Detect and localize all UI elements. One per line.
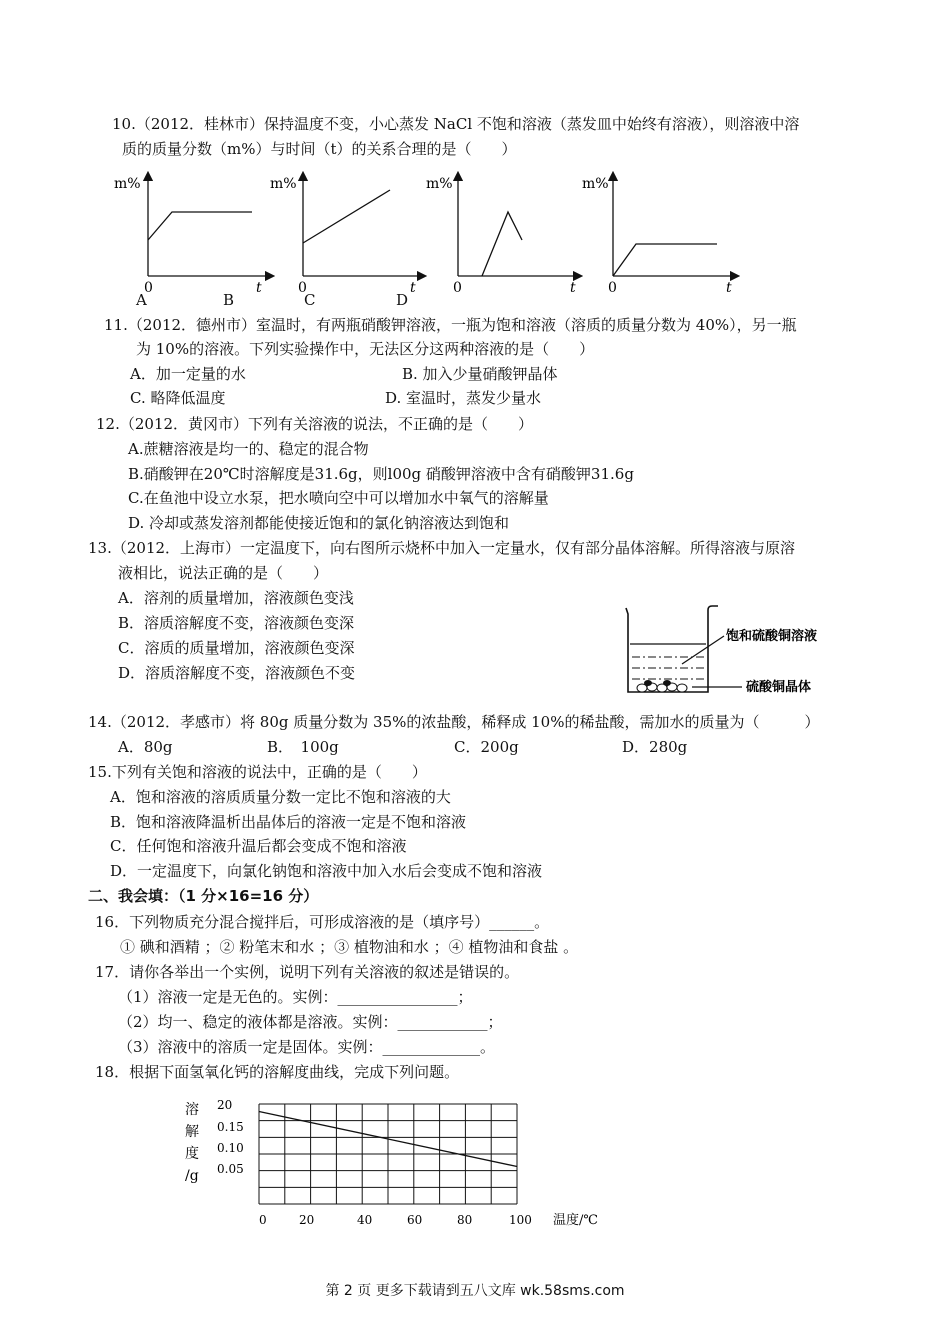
q10-option-d: D — [396, 291, 409, 309]
graph-d-curve — [613, 244, 717, 276]
q13-stem-line2: 液相比，说法正确的是（ ） — [118, 564, 329, 582]
q18-stem: 18．根据下面氢氧化钙的溶解度曲线，完成下列问题。 — [95, 1063, 460, 1081]
q10-stem-line2: 质的质量分数（m%）与时间（t）的关系合理的是（ ） — [122, 140, 517, 158]
x-tick-label: 0 — [259, 1213, 267, 1227]
section2-title: 二、我会填：（1 分×16=16 分） — [88, 887, 319, 905]
q10-option-b: B — [223, 291, 235, 309]
q13-stem-line1: 13.（2012．上海市）一定温度下，向右图所示烧杯中加入一定量水，仅有部分晶体溶解。所得溶液与原溶 — [88, 539, 796, 557]
solution-pointer — [682, 636, 724, 664]
x-tick-label: 40 — [357, 1213, 373, 1227]
q17-sub2: （2）均一、稳定的液体都是溶液。实例：____________； — [118, 1013, 503, 1031]
graph-a-origin: 0 — [144, 280, 153, 296]
q13-option-c: C．溶质的质量增加，溶液颜色变深 — [118, 639, 355, 657]
q15-stem: 15.下列有关饱和溶液的说法中，正确的是（ ） — [88, 763, 427, 781]
q15-option-b: B．饱和溶液降温析出晶体后的溶液一定是不饱和溶液 — [110, 813, 467, 831]
y-axis-label-char: /g — [185, 1168, 199, 1184]
page-footer: 第 2 页 更多下载请到五八文库 wk.58sms.com — [325, 1283, 625, 1299]
x-tick-label: 20 — [299, 1213, 315, 1227]
q14-option-d: D．280g — [622, 738, 688, 756]
q15-option-c: C．任何饱和溶液升温后都会变成不饱和溶液 — [110, 837, 407, 855]
graph-d-xlabel: t — [726, 280, 732, 296]
q14-option-a: A．80g — [118, 738, 173, 756]
graph-d-origin: 0 — [608, 280, 617, 296]
q15-option-a: A．饱和溶液的溶质质量分数一定比不饱和溶液的大 — [110, 788, 451, 806]
y-tick-label: 0.10 — [217, 1141, 244, 1155]
y-tick-label: 0.15 — [217, 1120, 244, 1134]
x-tick-label: 60 — [407, 1213, 423, 1227]
q12-stem: 12.（2012．黄冈市）下列有关溶液的说法，不正确的是（ ） — [96, 415, 534, 433]
q11-option-a: A．加一定量的水 — [130, 365, 246, 383]
beaker-figure — [618, 600, 868, 700]
q12-option-b: B.硝酸钾在20℃时溶解度是31.6g，则l00g 硝酸钾溶液中含有硝酸钾31.6g — [128, 465, 634, 483]
graph-d — [582, 176, 735, 296]
y-axis-label-char: 解 — [185, 1124, 199, 1140]
q15-option-d: D．一定温度下，向氯化钠饱和溶液中加入水后会变成不饱和溶液 — [110, 862, 543, 880]
label-crystal: 硫酸铜晶体 — [746, 680, 812, 695]
graph-c-xlabel: t — [570, 280, 576, 296]
q11-stem-line1: 11.（2012．德州市）室温时，有两瓶硝酸钾溶液，一瓶为饱和溶液（溶质的质量分数为 40%），另一瓶 — [104, 316, 797, 334]
q14-stem: 14.（2012．孝感市）将 80g 质量分数为 35%的浓盐酸，稀释成 10%的稀盐酸，需加水的质量为（ ） — [88, 713, 820, 731]
q10-graphs — [110, 168, 750, 308]
graph-d-ylabel: m% — [582, 176, 609, 192]
q11-option-b: B. 加入少量硝酸钾晶体 — [402, 365, 558, 383]
q12-option-d: D. 冷却或蒸发溶剂都能使接近饱和的氯化钠溶液达到饱和 — [128, 514, 510, 532]
crystal-pile — [637, 680, 687, 692]
q17-sub3: （3）溶液中的溶质一定是固体。实例：_____________。 — [118, 1038, 496, 1056]
q14-option-b: B． 100g — [267, 738, 339, 756]
q13-option-a: A．溶剂的质量增加，溶液颜色变浅 — [118, 589, 354, 607]
q11-option-d: D. 室温时，蒸发少量水 — [385, 389, 542, 407]
graph-c-ylabel: m% — [426, 176, 453, 192]
y-tick-label: 20 — [217, 1098, 233, 1112]
q10-option-c: C — [304, 291, 316, 309]
graph-b-curve — [303, 190, 390, 243]
q16-items: ① 碘和酒精 ；② 粉笔末和水 ；③ 植物油和水 ；④ 植物油和食盐 。 — [120, 938, 579, 956]
graph-c-origin: 0 — [453, 280, 462, 296]
solubility-chart — [175, 1092, 645, 1232]
graph-a-curve — [148, 212, 252, 240]
x-tick-label: 80 — [457, 1213, 473, 1227]
q13-option-d: D．溶质溶解度不变，溶液颜色不变 — [118, 664, 356, 682]
y-axis-label-char: 度 — [185, 1146, 199, 1162]
graph-c-curve — [482, 212, 522, 276]
q17-sub1: （1）溶液一定是无色的。实例：________________； — [118, 988, 473, 1006]
graph-c — [426, 176, 578, 296]
graph-b-ylabel: m% — [270, 176, 297, 192]
graph-a — [114, 176, 270, 296]
q13-option-b: B．溶质溶解度不变，溶液颜色变深 — [118, 614, 355, 632]
q12-option-a: A.蔗糖溶液是均一的、稳定的混合物 — [128, 440, 369, 458]
q12-option-c: C.在鱼池中设立水泵，把水喷向空中可以增加水中氧气的溶解量 — [128, 489, 549, 507]
graph-a-xlabel: t — [256, 280, 262, 296]
graph-b-origin: 0 — [298, 280, 307, 296]
graph-b-xlabel: t — [410, 280, 416, 296]
y-tick-label: 0.05 — [217, 1162, 244, 1176]
y-axis-label-char: 溶 — [185, 1102, 199, 1118]
q11-option-c: C. 略降低温度 — [130, 389, 226, 407]
q10-option-a: A — [136, 291, 147, 309]
q16-stem: 16．下列物质充分混合搅拌后，可形成溶液的是（填序号）______。 — [95, 913, 550, 931]
graph-a-ylabel: m% — [114, 176, 141, 192]
x-axis-label: 温度/℃ — [553, 1213, 598, 1228]
q17-stem: 17．请你各举出一个实例，说明下列有关溶液的叙述是错误的。 — [95, 963, 520, 981]
graph-b — [270, 176, 422, 296]
x-tick-label: 100 — [509, 1213, 532, 1227]
label-saturated-solution: 饱和硫酸铜溶液 — [726, 629, 818, 644]
q11-stem-line2: 为 10%的溶液。下列实验操作中，无法区分这两种溶液的是（ ） — [136, 340, 595, 358]
q14-option-c: C．200g — [454, 738, 519, 756]
q10-stem-line1: 10.（2012．桂林市）保持温度不变，小心蒸发 NaCl 不饱和溶液（蒸发皿中始终有溶液），则溶液中溶 — [112, 115, 800, 133]
